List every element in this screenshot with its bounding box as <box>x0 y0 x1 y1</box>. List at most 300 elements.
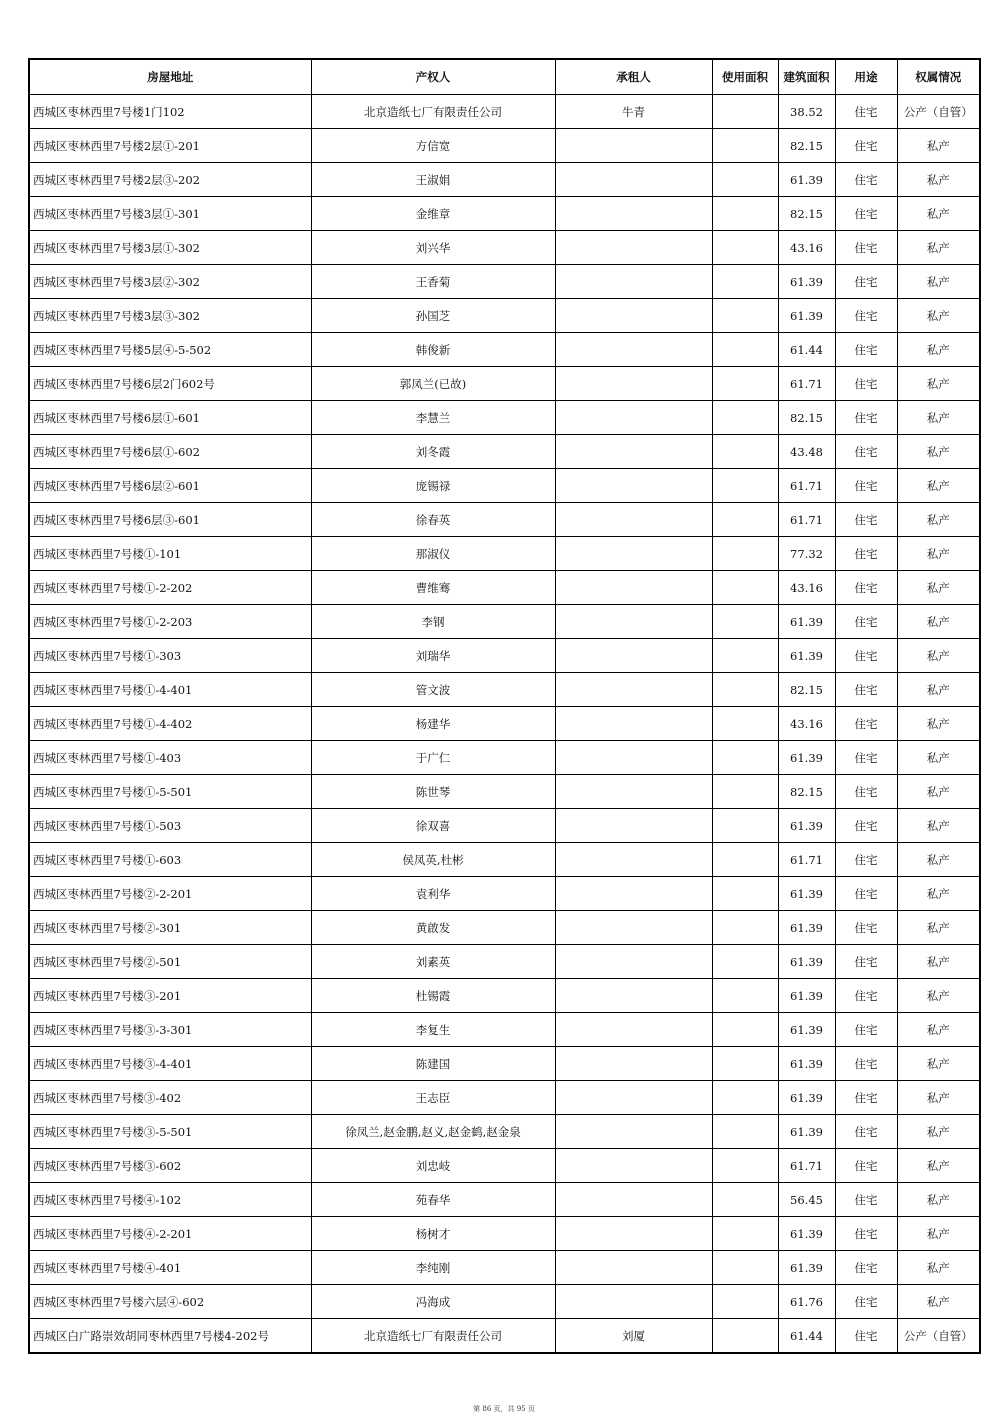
cell-floor-area: 61.76 <box>778 1285 835 1319</box>
cell-usage: 住宅 <box>835 639 897 673</box>
cell-ownership: 私产 <box>897 1149 980 1183</box>
cell-usable-area <box>712 741 778 775</box>
cell-usage: 住宅 <box>835 1319 897 1354</box>
cell-floor-area: 43.16 <box>778 707 835 741</box>
cell-ownership: 私产 <box>897 265 980 299</box>
cell-address: 西城区枣林西里7号楼①-303 <box>29 639 311 673</box>
cell-ownership: 公产（自管） <box>897 95 980 129</box>
cell-tenant <box>555 911 712 945</box>
cell-usable-area <box>712 979 778 1013</box>
cell-usable-area <box>712 299 778 333</box>
cell-address: 西城区枣林西里7号楼①-603 <box>29 843 311 877</box>
property-register-table <box>28 58 981 1354</box>
cell-usage: 住宅 <box>835 1047 897 1081</box>
cell-ownership: 私产 <box>897 129 980 163</box>
table-row <box>29 537 980 571</box>
cell-tenant <box>555 503 712 537</box>
cell-tenant <box>555 537 712 571</box>
cell-tenant <box>555 1251 712 1285</box>
cell-usable-area <box>712 775 778 809</box>
cell-ownership: 公产（自管） <box>897 1319 980 1354</box>
cell-floor-area: 61.39 <box>778 639 835 673</box>
cell-owner: 刘冬霞 <box>311 435 555 469</box>
table-row <box>29 673 980 707</box>
cell-floor-area: 61.39 <box>778 911 835 945</box>
cell-address: 西城区枣林西里7号楼③-201 <box>29 979 311 1013</box>
cell-usable-area <box>712 265 778 299</box>
cell-tenant <box>555 1217 712 1251</box>
cell-address: 西城区枣林西里7号楼④-102 <box>29 1183 311 1217</box>
table-row <box>29 843 980 877</box>
cell-address: 西城区枣林西里7号楼②-501 <box>29 945 311 979</box>
cell-usage: 住宅 <box>835 469 897 503</box>
table-row <box>29 469 980 503</box>
cell-floor-area: 61.71 <box>778 503 835 537</box>
cell-usage: 住宅 <box>835 265 897 299</box>
cell-address: 西城区枣林西里7号楼①-101 <box>29 537 311 571</box>
cell-owner: 管文波 <box>311 673 555 707</box>
cell-ownership: 私产 <box>897 877 980 911</box>
cell-address: 西城区枣林西里7号楼2层①-201 <box>29 129 311 163</box>
cell-tenant: 牛青 <box>555 95 712 129</box>
cell-ownership: 私产 <box>897 503 980 537</box>
table-row <box>29 775 980 809</box>
cell-ownership: 私产 <box>897 163 980 197</box>
cell-usable-area <box>712 877 778 911</box>
cell-owner: 北京造纸七厂有限责任公司 <box>311 1319 555 1354</box>
cell-ownership: 私产 <box>897 639 980 673</box>
cell-tenant: 刘厦 <box>555 1319 712 1354</box>
cell-usable-area <box>712 1013 778 1047</box>
cell-ownership: 私产 <box>897 1115 980 1149</box>
cell-floor-area: 61.39 <box>778 1013 835 1047</box>
header-floor-area: 建筑面积 <box>778 59 835 95</box>
cell-usable-area <box>712 605 778 639</box>
cell-usable-area <box>712 1115 778 1149</box>
cell-owner: 方信宽 <box>311 129 555 163</box>
cell-owner: 刘兴华 <box>311 231 555 265</box>
table-row <box>29 707 980 741</box>
cell-usage: 住宅 <box>835 1081 897 1115</box>
cell-floor-area: 43.16 <box>778 231 835 265</box>
cell-tenant <box>555 843 712 877</box>
cell-usage: 住宅 <box>835 877 897 911</box>
cell-address: 西城区枣林西里7号楼②-2-201 <box>29 877 311 911</box>
cell-usage: 住宅 <box>835 129 897 163</box>
cell-usage: 住宅 <box>835 333 897 367</box>
cell-owner: 王志臣 <box>311 1081 555 1115</box>
cell-tenant <box>555 367 712 401</box>
cell-floor-area: 61.39 <box>778 1047 835 1081</box>
cell-floor-area: 61.39 <box>778 605 835 639</box>
cell-address: 西城区白广路崇效胡同枣林西里7号楼4-202号 <box>29 1319 311 1354</box>
cell-usable-area <box>712 911 778 945</box>
cell-tenant <box>555 1183 712 1217</box>
cell-tenant <box>555 1047 712 1081</box>
cell-usage: 住宅 <box>835 911 897 945</box>
table-row <box>29 333 980 367</box>
table-row <box>29 571 980 605</box>
cell-ownership: 私产 <box>897 1251 980 1285</box>
cell-address: 西城区枣林西里7号楼③-4-401 <box>29 1047 311 1081</box>
cell-owner: 王香菊 <box>311 265 555 299</box>
cell-address: 西城区枣林西里7号楼3层③-302 <box>29 299 311 333</box>
cell-usable-area <box>712 1047 778 1081</box>
cell-owner: 徐凤兰,赵金鹏,赵义,赵金鹤,赵金泉 <box>311 1115 555 1149</box>
cell-usage: 住宅 <box>835 95 897 129</box>
table-row <box>29 1251 980 1285</box>
cell-floor-area: 61.39 <box>778 1217 835 1251</box>
cell-usage: 住宅 <box>835 1149 897 1183</box>
cell-address: 西城区枣林西里7号楼③-602 <box>29 1149 311 1183</box>
cell-ownership: 私产 <box>897 979 980 1013</box>
cell-tenant <box>555 1013 712 1047</box>
cell-floor-area: 61.39 <box>778 979 835 1013</box>
cell-ownership: 私产 <box>897 571 980 605</box>
cell-floor-area: 82.15 <box>778 129 835 163</box>
cell-usable-area <box>712 1251 778 1285</box>
cell-usage: 住宅 <box>835 1251 897 1285</box>
cell-ownership: 私产 <box>897 435 980 469</box>
cell-floor-area: 61.71 <box>778 1149 835 1183</box>
cell-address: 西城区枣林西里7号楼六层④-602 <box>29 1285 311 1319</box>
cell-owner: 金维章 <box>311 197 555 231</box>
header-usage: 用途 <box>835 59 897 95</box>
table-row <box>29 911 980 945</box>
table-row <box>29 1285 980 1319</box>
cell-owner: 曹维骞 <box>311 571 555 605</box>
cell-floor-area: 61.39 <box>778 1251 835 1285</box>
cell-owner: 庞锡禄 <box>311 469 555 503</box>
cell-usable-area <box>712 707 778 741</box>
cell-address: 西城区枣林西里7号楼1门102 <box>29 95 311 129</box>
cell-ownership: 私产 <box>897 537 980 571</box>
table-row <box>29 1081 980 1115</box>
cell-owner: 郭凤兰(已故) <box>311 367 555 401</box>
cell-tenant <box>555 299 712 333</box>
cell-floor-area: 82.15 <box>778 197 835 231</box>
cell-usage: 住宅 <box>835 1115 897 1149</box>
cell-ownership: 私产 <box>897 911 980 945</box>
cell-usable-area <box>712 367 778 401</box>
cell-floor-area: 77.32 <box>778 537 835 571</box>
table-row <box>29 605 980 639</box>
cell-owner: 李纯刚 <box>311 1251 555 1285</box>
table-row <box>29 1217 980 1251</box>
cell-floor-area: 61.39 <box>778 299 835 333</box>
cell-usable-area <box>712 129 778 163</box>
cell-usage: 住宅 <box>835 1183 897 1217</box>
cell-floor-area: 61.39 <box>778 877 835 911</box>
cell-tenant <box>555 979 712 1013</box>
cell-owner: 陈世琴 <box>311 775 555 809</box>
cell-ownership: 私产 <box>897 469 980 503</box>
cell-address: 西城区枣林西里7号楼3层①-302 <box>29 231 311 265</box>
cell-floor-area: 61.44 <box>778 1319 835 1354</box>
header-owner: 产权人 <box>311 59 555 95</box>
cell-address: 西城区枣林西里7号楼④-2-201 <box>29 1217 311 1251</box>
cell-ownership: 私产 <box>897 843 980 877</box>
cell-usage: 住宅 <box>835 571 897 605</box>
cell-address: 西城区枣林西里7号楼③-5-501 <box>29 1115 311 1149</box>
cell-floor-area: 61.71 <box>778 843 835 877</box>
cell-address: 西城区枣林西里7号楼②-301 <box>29 911 311 945</box>
cell-tenant <box>555 809 712 843</box>
cell-owner: 孙国芝 <box>311 299 555 333</box>
cell-usage: 住宅 <box>835 367 897 401</box>
cell-usage: 住宅 <box>835 401 897 435</box>
cell-tenant <box>555 1285 712 1319</box>
cell-usage: 住宅 <box>835 673 897 707</box>
cell-usable-area <box>712 197 778 231</box>
table-row <box>29 163 980 197</box>
cell-floor-area: 56.45 <box>778 1183 835 1217</box>
cell-owner: 冯海成 <box>311 1285 555 1319</box>
cell-ownership: 私产 <box>897 333 980 367</box>
cell-tenant <box>555 945 712 979</box>
cell-tenant <box>555 265 712 299</box>
cell-usable-area <box>712 537 778 571</box>
cell-owner: 苑春华 <box>311 1183 555 1217</box>
cell-usable-area <box>712 435 778 469</box>
cell-ownership: 私产 <box>897 401 980 435</box>
cell-usage: 住宅 <box>835 435 897 469</box>
cell-owner: 侯凤英,杜彬 <box>311 843 555 877</box>
cell-usable-area <box>712 1217 778 1251</box>
cell-tenant <box>555 163 712 197</box>
cell-address: 西城区枣林西里7号楼6层②-601 <box>29 469 311 503</box>
cell-owner: 黄啟发 <box>311 911 555 945</box>
cell-tenant <box>555 707 712 741</box>
cell-usable-area <box>712 1319 778 1354</box>
cell-floor-area: 61.39 <box>778 163 835 197</box>
cell-usable-area <box>712 639 778 673</box>
cell-usable-area <box>712 469 778 503</box>
cell-owner: 那淑仪 <box>311 537 555 571</box>
cell-usage: 住宅 <box>835 775 897 809</box>
cell-usable-area <box>712 1081 778 1115</box>
cell-address: 西城区枣林西里7号楼6层①-601 <box>29 401 311 435</box>
cell-tenant <box>555 741 712 775</box>
cell-usable-area <box>712 401 778 435</box>
cell-address: 西城区枣林西里7号楼①-503 <box>29 809 311 843</box>
cell-tenant <box>555 639 712 673</box>
cell-ownership: 私产 <box>897 197 980 231</box>
cell-tenant <box>555 333 712 367</box>
cell-owner: 徐双喜 <box>311 809 555 843</box>
cell-usage: 住宅 <box>835 163 897 197</box>
cell-address: 西城区枣林西里7号楼①-2-202 <box>29 571 311 605</box>
table-row <box>29 265 980 299</box>
cell-tenant <box>555 605 712 639</box>
cell-ownership: 私产 <box>897 299 980 333</box>
cell-ownership: 私产 <box>897 707 980 741</box>
cell-address: 西城区枣林西里7号楼3层②-302 <box>29 265 311 299</box>
cell-address: 西城区枣林西里7号楼①-5-501 <box>29 775 311 809</box>
page-footer: 第 86 页，共 95 页 <box>473 1405 535 1413</box>
cell-floor-area: 61.39 <box>778 1081 835 1115</box>
cell-usage: 住宅 <box>835 197 897 231</box>
cell-usage: 住宅 <box>835 605 897 639</box>
cell-owner: 杨建华 <box>311 707 555 741</box>
cell-address: 西城区枣林西里7号楼④-401 <box>29 1251 311 1285</box>
cell-ownership: 私产 <box>897 1047 980 1081</box>
table-row <box>29 945 980 979</box>
table-row <box>29 1149 980 1183</box>
cell-usable-area <box>712 673 778 707</box>
cell-ownership: 私产 <box>897 1013 980 1047</box>
table-row <box>29 639 980 673</box>
cell-floor-area: 61.71 <box>778 469 835 503</box>
table-row <box>29 1319 980 1354</box>
cell-tenant <box>555 1081 712 1115</box>
cell-usage: 住宅 <box>835 231 897 265</box>
cell-tenant <box>555 1115 712 1149</box>
header-tenant: 承租人 <box>555 59 712 95</box>
cell-ownership: 私产 <box>897 231 980 265</box>
cell-floor-area: 61.39 <box>778 945 835 979</box>
cell-tenant <box>555 129 712 163</box>
cell-owner: 于广仁 <box>311 741 555 775</box>
cell-address: 西城区枣林西里7号楼3层①-301 <box>29 197 311 231</box>
cell-usable-area <box>712 1149 778 1183</box>
cell-owner: 袁利华 <box>311 877 555 911</box>
cell-owner: 王淑娟 <box>311 163 555 197</box>
cell-ownership: 私产 <box>897 673 980 707</box>
cell-usable-area <box>712 333 778 367</box>
table-row <box>29 401 980 435</box>
cell-usage: 住宅 <box>835 299 897 333</box>
cell-owner: 刘瑞华 <box>311 639 555 673</box>
table-row <box>29 1013 980 1047</box>
table-row <box>29 197 980 231</box>
table-row <box>29 503 980 537</box>
cell-address: 西城区枣林西里7号楼2层③-202 <box>29 163 311 197</box>
cell-address: 西城区枣林西里7号楼5层④-5-502 <box>29 333 311 367</box>
table-row <box>29 299 980 333</box>
cell-usable-area <box>712 95 778 129</box>
header-ownership: 权属情况 <box>897 59 980 95</box>
cell-floor-area: 61.39 <box>778 741 835 775</box>
cell-address: 西城区枣林西里7号楼6层2门602号 <box>29 367 311 401</box>
cell-owner: 杨树才 <box>311 1217 555 1251</box>
cell-owner: 陈建国 <box>311 1047 555 1081</box>
cell-tenant <box>555 469 712 503</box>
cell-ownership: 私产 <box>897 741 980 775</box>
cell-usable-area <box>712 163 778 197</box>
cell-usable-area <box>712 1285 778 1319</box>
table-row <box>29 1115 980 1149</box>
cell-floor-area: 82.15 <box>778 775 835 809</box>
cell-floor-area: 38.52 <box>778 95 835 129</box>
cell-usable-area <box>712 231 778 265</box>
cell-usage: 住宅 <box>835 503 897 537</box>
table-row <box>29 1047 980 1081</box>
cell-ownership: 私产 <box>897 775 980 809</box>
cell-usage: 住宅 <box>835 741 897 775</box>
cell-ownership: 私产 <box>897 1217 980 1251</box>
cell-owner: 杜锡霞 <box>311 979 555 1013</box>
cell-floor-area: 61.71 <box>778 367 835 401</box>
cell-address: 西城区枣林西里7号楼①-2-203 <box>29 605 311 639</box>
cell-address: 西城区枣林西里7号楼①-4-401 <box>29 673 311 707</box>
cell-owner: 李慧兰 <box>311 401 555 435</box>
cell-floor-area: 82.15 <box>778 401 835 435</box>
cell-ownership: 私产 <box>897 1183 980 1217</box>
cell-owner: 刘素英 <box>311 945 555 979</box>
cell-owner: 刘忠岐 <box>311 1149 555 1183</box>
table-row <box>29 231 980 265</box>
cell-usage: 住宅 <box>835 809 897 843</box>
cell-address: 西城区枣林西里7号楼①-403 <box>29 741 311 775</box>
cell-usable-area <box>712 1183 778 1217</box>
cell-address: 西城区枣林西里7号楼①-4-402 <box>29 707 311 741</box>
cell-floor-area: 61.39 <box>778 1115 835 1149</box>
cell-tenant <box>555 775 712 809</box>
cell-owner: 徐春英 <box>311 503 555 537</box>
cell-usage: 住宅 <box>835 1013 897 1047</box>
cell-tenant <box>555 231 712 265</box>
cell-tenant <box>555 435 712 469</box>
cell-floor-area: 43.48 <box>778 435 835 469</box>
table-row <box>29 877 980 911</box>
cell-address: 西城区枣林西里7号楼③-402 <box>29 1081 311 1115</box>
cell-ownership: 私产 <box>897 367 980 401</box>
cell-usage: 住宅 <box>835 979 897 1013</box>
table-header-row <box>29 59 980 95</box>
table-row <box>29 809 980 843</box>
cell-floor-area: 61.39 <box>778 265 835 299</box>
cell-address: 西城区枣林西里7号楼6层①-602 <box>29 435 311 469</box>
cell-owner: 北京造纸七厂有限责任公司 <box>311 95 555 129</box>
table-row <box>29 95 980 129</box>
cell-ownership: 私产 <box>897 945 980 979</box>
cell-usable-area <box>712 945 778 979</box>
cell-address: 西城区枣林西里7号楼③-3-301 <box>29 1013 311 1047</box>
cell-usable-area <box>712 571 778 605</box>
cell-usage: 住宅 <box>835 707 897 741</box>
cell-usable-area <box>712 843 778 877</box>
table-row <box>29 979 980 1013</box>
cell-floor-area: 61.44 <box>778 333 835 367</box>
cell-usable-area <box>712 503 778 537</box>
cell-tenant <box>555 197 712 231</box>
cell-ownership: 私产 <box>897 809 980 843</box>
table-row <box>29 367 980 401</box>
cell-tenant <box>555 1149 712 1183</box>
cell-floor-area: 43.16 <box>778 571 835 605</box>
cell-floor-area: 61.39 <box>778 809 835 843</box>
cell-ownership: 私产 <box>897 1285 980 1319</box>
cell-usage: 住宅 <box>835 537 897 571</box>
cell-address: 西城区枣林西里7号楼6层③-601 <box>29 503 311 537</box>
cell-owner: 李钢 <box>311 605 555 639</box>
header-address: 房屋地址 <box>29 59 311 95</box>
cell-floor-area: 82.15 <box>778 673 835 707</box>
cell-owner: 韩俊新 <box>311 333 555 367</box>
table-row <box>29 129 980 163</box>
cell-usable-area <box>712 809 778 843</box>
cell-ownership: 私产 <box>897 1081 980 1115</box>
cell-tenant <box>555 877 712 911</box>
cell-tenant <box>555 571 712 605</box>
header-usable-area: 使用面积 <box>712 59 778 95</box>
cell-owner: 李复生 <box>311 1013 555 1047</box>
cell-tenant <box>555 673 712 707</box>
cell-ownership: 私产 <box>897 605 980 639</box>
cell-tenant <box>555 401 712 435</box>
cell-usage: 住宅 <box>835 843 897 877</box>
